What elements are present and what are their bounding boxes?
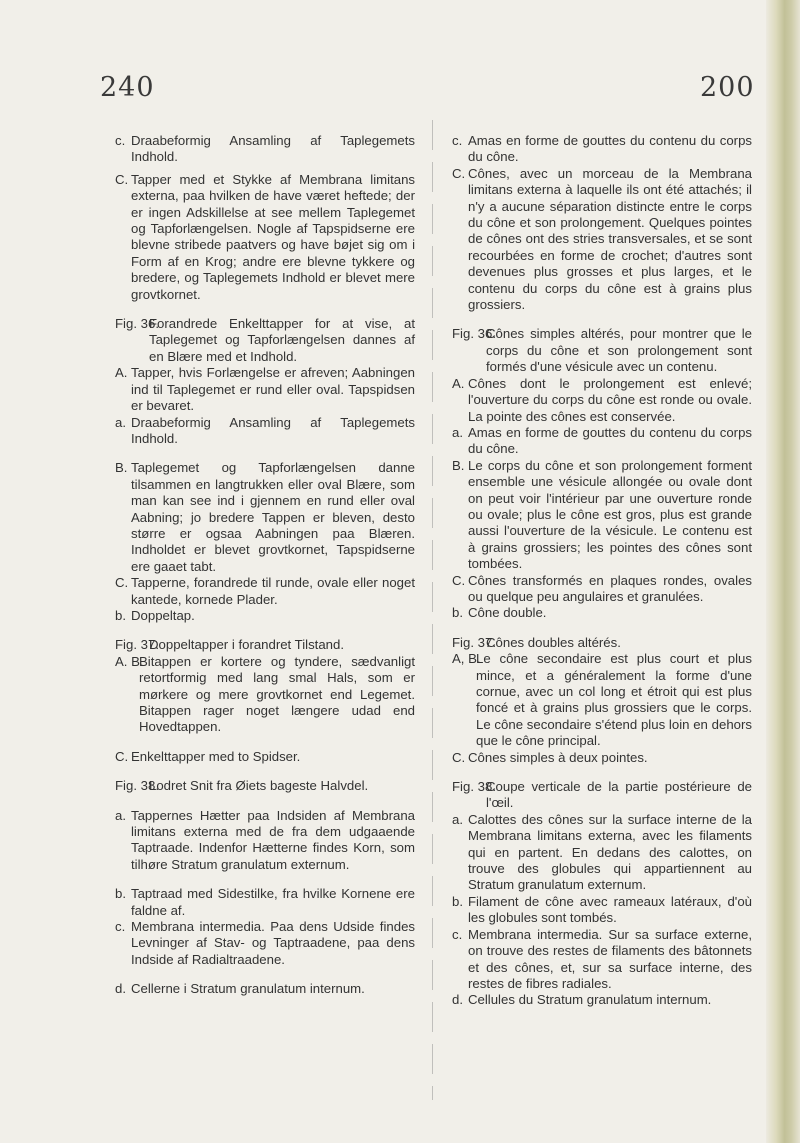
spacer <box>115 736 415 749</box>
caption-entry <box>452 992 752 1008</box>
entry-label: a. <box>115 414 126 430</box>
danish-column <box>115 133 415 998</box>
spacer <box>115 624 415 637</box>
spacer <box>452 766 752 779</box>
entry-text: Cônes dont le prolongement est enlevé; l'ouverture du corps du cône est ronde ou ovale. La pointe des cônes est conservée. <box>468 375 752 424</box>
entry-label: c. <box>115 919 126 935</box>
caption-entry <box>115 981 415 997</box>
caption-entry <box>452 927 752 993</box>
entry-text: Tapper, hvis Forlængelse er afreven; Aabningen ind til Taplegemet er rund eller oval. Tapspidsen er bevaret. <box>131 365 415 414</box>
entry-text: Cône double. <box>468 605 547 621</box>
entry-label: Fig. 38. <box>452 779 496 795</box>
entry-text: Lodret Snit fra Øiets bageste Halvdel. <box>149 778 369 794</box>
spacer <box>115 873 415 886</box>
entry-text: Taplegemet og Tapforlængelsen danne tilsammen en langtrukken eller oval Blære, som man kan see ind i gjennem en rund eller oval Aabning; jo bredere Tappen er bleven, desto større er ogsaa Aabningen paa Blæren. Indholdet er blevet grovtkornet, Tapspidserne ere gaaet tabt. <box>131 460 415 574</box>
entry-label: A, B. <box>452 651 481 667</box>
entry-text: Cônes simples altérés, pour montrer que le corps du cône et son prolongement sont formés d'une vésicule avec un contenu. <box>486 326 752 375</box>
caption-entry <box>115 415 415 448</box>
spacer <box>115 447 415 460</box>
french-column <box>452 133 752 1009</box>
entry-text: Draabeformig Ansamling af Taplegemets Indhold. <box>131 414 415 446</box>
caption-entry <box>115 575 415 608</box>
caption-entry <box>115 778 415 794</box>
entry-label: b. <box>115 886 126 902</box>
spacer <box>115 968 415 981</box>
caption-entry <box>452 750 752 766</box>
caption-entry <box>452 812 752 894</box>
entry-text: Amas en forme de gouttes du contenu du corps du cône. <box>468 424 752 457</box>
entry-label: b. <box>452 893 463 909</box>
entry-text: Amas en forme de gouttes du contenu du corps du cône. <box>468 133 752 165</box>
entry-label: A. B. <box>115 653 144 669</box>
caption-entry <box>115 886 415 919</box>
entry-text: Tapperne, forandrede til runde, ovale eller noget kantede, kornede Plader. <box>131 575 415 607</box>
caption-entry <box>452 894 752 927</box>
entry-text: Cônes doubles altérés. <box>486 634 621 650</box>
entry-text: Bitappen er kortere og tyndere, sædvanligt retortformig med lang smal Hals, som er mørkere og mere grovtkornet end Legemet. Bitappen rager noget længere udad end Hovedtappen. <box>139 653 415 735</box>
entry-text: Cônes transformés en plaques rondes, ovales ou quelque peu angulaires et granulées. <box>468 572 752 604</box>
entry-label: Fig. 36. <box>115 316 159 332</box>
spacer <box>452 622 752 635</box>
entry-text: Le cône secondaire est plus court et plus mince, et a généralement la forme d'une cornue, avec un col long et étroit qui est plus foncé et à grains plus grossiers que le corps. Le cône secondaire s'étend plus loin en dehors que le cône principal. <box>476 651 752 749</box>
entry-label: Fig. 38. <box>115 778 159 794</box>
caption-entry <box>452 376 752 425</box>
entry-label: B. <box>452 457 465 473</box>
entry-label: C. <box>452 165 466 181</box>
caption-entry <box>452 605 752 621</box>
caption-entry <box>452 651 752 749</box>
entry-text: Filament de cône avec rameaux latéraux, d'où les globules sont tombés. <box>468 893 752 926</box>
entry-text: Cellules du Stratum granulatum internum. <box>468 992 712 1008</box>
caption-entry <box>115 654 415 736</box>
entry-label: C. <box>452 572 466 588</box>
entry-label: a. <box>452 811 463 827</box>
entry-label: c. <box>452 133 463 148</box>
caption-entry <box>452 425 752 458</box>
entry-text: Enkelttapper med to Spidser. <box>131 748 301 764</box>
page-edge-shadow <box>766 0 800 1143</box>
entry-label: Fig. 36. <box>452 326 496 342</box>
entry-text: Calottes des cônes sur la surface interne de la Membrana limitans externa, avec les filaments qui en partent. En dedans des calottes, on trouve des globules qui appartiennent au Stratum granulatum externum. <box>468 811 752 893</box>
entry-text: Cellerne i Stratum granulatum internum. <box>131 981 365 997</box>
spacer <box>115 303 415 316</box>
caption-entry <box>115 316 415 365</box>
caption-entry <box>115 808 415 874</box>
entry-label: C. <box>115 748 129 764</box>
entry-label: c. <box>115 133 126 148</box>
page-number-left: 240 <box>100 72 155 103</box>
entry-label: B. <box>115 460 128 476</box>
entry-text: Le corps du cône et son prolongement forment ensemble une vésicule allongée ou ovale dont on peut voir l'intérieur par une ouverture ronde ou ovale; plus le cône est gros, plus est grande aussi l'ouverture de la vésicule. Le contenu est à grains grossiers; les pointes des cônes sont tombées. <box>468 457 752 572</box>
caption-entry <box>115 133 415 166</box>
column-divider <box>432 120 433 1100</box>
caption-entry <box>115 608 415 624</box>
entry-text: Cônes simples à deux pointes. <box>468 749 648 765</box>
entry-label: Fig. 37. <box>452 634 496 650</box>
entry-label: A. <box>452 375 465 391</box>
entry-label: a. <box>452 424 463 440</box>
spacer <box>115 765 415 778</box>
caption-entry <box>452 166 752 314</box>
entry-text: Coupe verticale de la partie postérieure de l'œil. <box>486 779 752 811</box>
caption-entry <box>115 365 415 414</box>
caption-entry <box>115 172 415 303</box>
caption-entry <box>115 749 415 765</box>
entry-text: Cônes, avec un morceau de la Membrana limitans externa à laquelle ils ont été attachés; il n'y a aucune séparation distincte entre le corps du cône et son prolongement. Quelques pointes de cônes ont des stries transversales, et se sont recourbées en forme de crochet; d'autres sont devenues plus grosses et plus larges, et le contenu du corps du cône est à grains plus grossiers. <box>468 165 752 313</box>
caption-entry <box>452 458 752 573</box>
entry-label: C. <box>452 749 466 765</box>
entry-text: Doppeltap. <box>131 607 195 623</box>
entry-label: a. <box>115 807 126 823</box>
page-number-right: 200 <box>700 72 755 103</box>
spacer <box>452 313 752 326</box>
caption-entry <box>452 573 752 606</box>
entry-label: Fig. 37. <box>115 637 159 653</box>
entry-text: Draabeformig Ansamling af Taplegemets Indhold. <box>131 133 415 165</box>
entry-text: Doppeltapper i forandret Tilstand. <box>149 637 344 653</box>
entry-text: Membrana intermedia. Sur sa surface externe, on trouve des restes de filaments des bâtonnets et des cônes, et, sur sa surface interne, des restes de fibres radiales. <box>468 926 752 991</box>
entry-text: Forandrede Enkelttapper for at vise, at Taplegemet og Tapforlængelsen dannes af en Blære med et Indhold. <box>149 316 415 364</box>
entry-text: Membrana intermedia. Paa dens Udside findes Levninger af Stav- og Taptraadene, paa dens Indside af Radialtraadene. <box>131 919 415 967</box>
caption-entry <box>115 460 415 575</box>
entry-label: d. <box>452 992 463 1008</box>
entry-label: b. <box>115 607 126 623</box>
entry-label: C. <box>115 171 129 187</box>
caption-entry <box>452 779 752 812</box>
caption-entry <box>115 919 415 968</box>
entry-label: b. <box>452 605 463 621</box>
entry-label: c. <box>452 926 463 942</box>
caption-entry <box>115 637 415 653</box>
spacer <box>115 795 415 808</box>
entry-label: A. <box>115 365 128 381</box>
entry-label: d. <box>115 981 126 997</box>
entry-text: Tapper med et Stykke af Membrana limitans externa, paa hvilken de have været heftede; der er ingen Adskillelse at see mellem Taplegemet og Tapforlængelsen. Nogle af Tapspidserne ere blevne stribede paatvers og have bøjet sig om i Form af en Krog; andre ere blevne tykkere og bredere, og Taplegemets Indhold er blevet mere grovtkornet. <box>131 171 415 302</box>
caption-entry <box>452 326 752 375</box>
entry-text: Taptraad med Sidestilke, fra hvilke Kornene ere faldne af. <box>131 886 415 918</box>
caption-entry <box>452 133 752 166</box>
entry-label: C. <box>115 575 129 591</box>
caption-entry <box>452 635 752 651</box>
entry-text: Tappernes Hætter paa Indsiden af Membrana limitans externa med de fra dem udgaaende Taptraade. Indenfor Hætterne findes Korn, som tilhøre Stratum granulatum externum. <box>131 807 415 872</box>
